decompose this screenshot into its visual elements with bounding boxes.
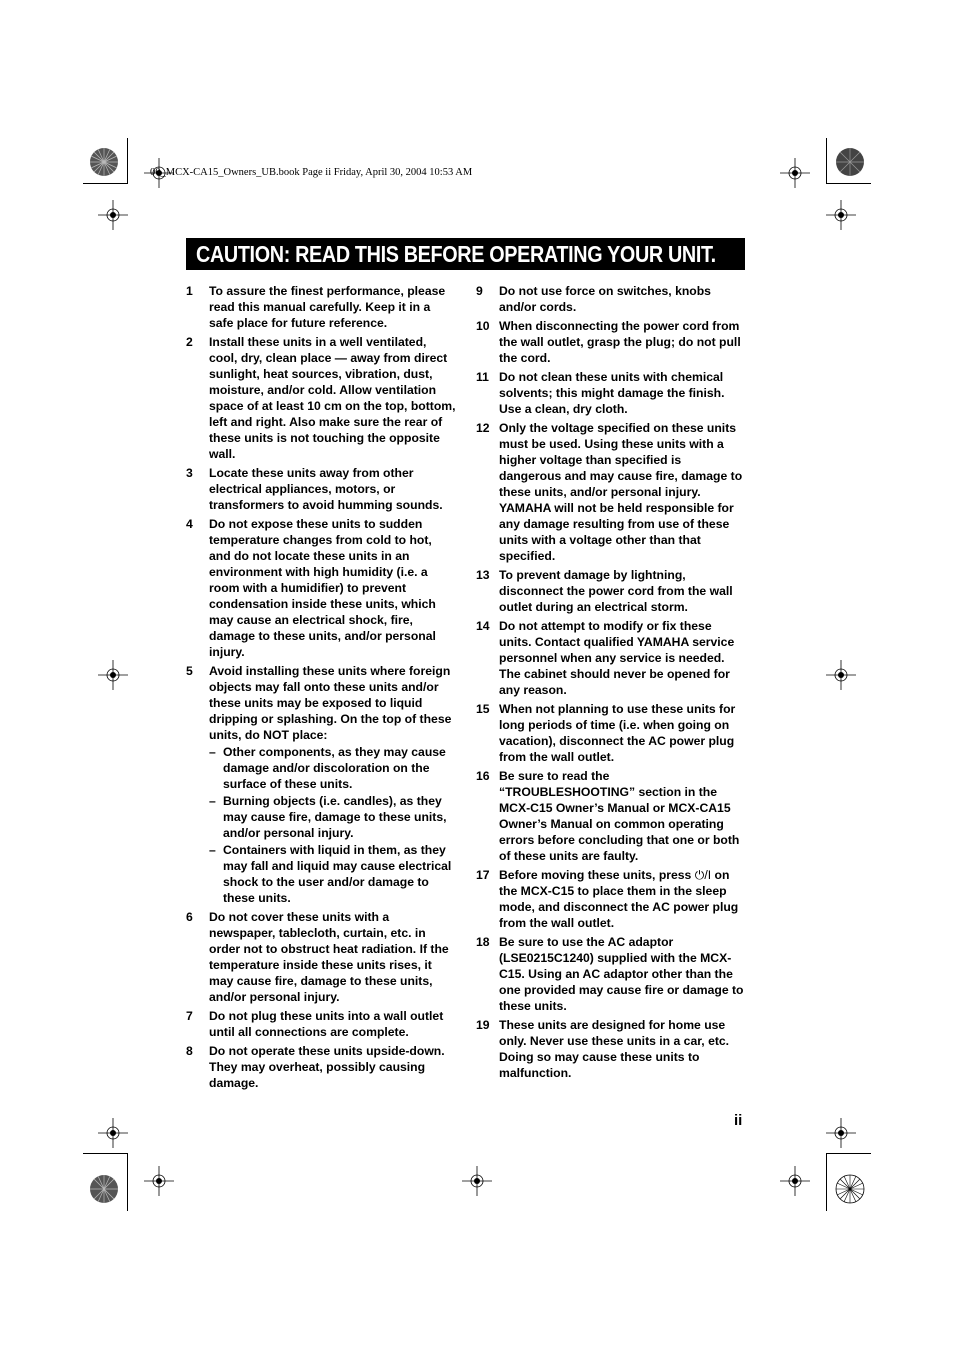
item-text: Do not clean these units with chemical solvents; this might damage the finish. Use a clean, dry cloth. — [499, 370, 725, 416]
item-number: 4 — [186, 517, 193, 531]
caution-item — [186, 283, 456, 331]
caution-item — [476, 934, 746, 1014]
item-number: 18 — [476, 935, 490, 949]
sub-list-item — [209, 744, 456, 792]
crop-line — [826, 1153, 871, 1154]
caution-item — [476, 701, 746, 765]
crop-line — [826, 183, 871, 184]
item-number: 17 — [476, 868, 490, 882]
item-text: Install these units in a well ventilated, cool, dry, clean place — away from direct sunlight, heat sources, vibration, dust, moisture, and/or cold. Allow ventilation space of at least 10 cm on the top, bottom, left and right. Also make sure the rear of these units is not touching the opposite wall. — [209, 335, 456, 461]
caution-item — [476, 369, 746, 417]
page-title: CAUTION: READ THIS BEFORE OPERATING YOUR UNIT. — [196, 240, 716, 267]
item-text: To prevent damage by lightning, disconnect the power cord from the wall outlet during an electrical storm. — [499, 568, 733, 614]
item-text: Be sure to read the “TROUBLESHOOTING” section in the MCX-C15 Owner’s Manual or MCX-CA15 Owner’s Manual on common operating errors before concluding that one or both of these units are faulty. — [499, 769, 740, 863]
caution-item — [476, 618, 746, 698]
crop-line — [826, 138, 827, 184]
caution-title-bar — [186, 238, 745, 270]
sub-list-dash: – — [209, 745, 216, 759]
item-text: Do not use force on switches, knobs and/or cords. — [499, 284, 711, 314]
sub-list-text: Burning objects (i.e. candles), as they may cause fire, damage to these units, and/or personal injury. — [223, 794, 447, 840]
sub-list-item — [209, 842, 456, 906]
crop-line — [127, 138, 128, 184]
registration-mark-icon — [826, 1118, 856, 1148]
registration-mark-icon — [98, 660, 128, 690]
item-number: 14 — [476, 619, 490, 633]
item-text: Do not cover these units with a newspaper, tablecloth, curtain, etc. in order not to obstruct heat radiation. If the temperature inside these units rises, it may cause fire, damage to these units, and/or personal injury. — [209, 910, 449, 1004]
item-number: 5 — [186, 664, 193, 678]
caution-item — [476, 768, 746, 864]
item-number: 13 — [476, 568, 490, 582]
file-header: 00_MCX-CA15_Owners_UB.book Page ii Friday, April 30, 2004 10:53 AM — [150, 167, 473, 178]
item-number: 1 — [186, 284, 193, 298]
item-number: 12 — [476, 421, 490, 435]
caution-item — [476, 318, 746, 366]
item-text: Avoid installing these units where foreign objects may fall onto these units and/or these units may be exposed to liquid dripping or splashing. On the top of these units, do NOT place: — [209, 664, 452, 742]
registration-mark-icon — [462, 1166, 492, 1196]
item-text: Be sure to use the AC adaptor (LSE0215C1240) supplied with the MCX-C15. Using an AC adaptor other than the one provided may cause fire or damage to these units. — [499, 935, 744, 1013]
color-bar-starburst-icon — [834, 1173, 866, 1205]
right-column — [476, 283, 746, 1084]
caution-item — [476, 420, 746, 564]
caution-item — [186, 334, 456, 462]
caution-item — [476, 867, 746, 931]
caution-item — [186, 1008, 456, 1040]
item-number: 2 — [186, 335, 193, 349]
item-number: 7 — [186, 1009, 193, 1023]
item-text: on the MCX-C15 to place them in the sleep mode, and disconnect the AC power plug from the wall outlet. — [499, 868, 739, 930]
crop-line — [83, 183, 128, 184]
caution-item — [186, 465, 456, 513]
registration-mark-icon — [826, 660, 856, 690]
item-number: 19 — [476, 1018, 490, 1032]
item-number: 9 — [476, 284, 483, 298]
caution-item — [186, 516, 456, 660]
caution-item — [186, 663, 456, 906]
item-text: When disconnecting the power cord from the wall outlet, grasp the plug; do not pull the cord. — [499, 319, 741, 365]
item-text: To assure the finest performance, please read this manual carefully. Keep it in a safe place for future reference. — [209, 284, 446, 330]
page-number: ii — [734, 1112, 743, 1129]
crop-line — [826, 1153, 827, 1211]
item-text: These units are designed for home use only. Never use these units in a car, etc. Doing so may cause these units to malfunction. — [499, 1018, 730, 1080]
item-number: 11 — [476, 370, 489, 384]
item-number: 15 — [476, 702, 490, 716]
registration-mark-icon — [144, 1166, 174, 1196]
color-bar-starburst-icon — [834, 146, 866, 178]
item-text: Do not plug these units into a wall outlet until all connections are complete. — [209, 1009, 444, 1039]
color-bar-starburst-icon — [88, 1173, 120, 1205]
caution-item — [186, 909, 456, 1005]
item-number: 10 — [476, 319, 490, 333]
crop-line — [127, 1153, 128, 1211]
item-number: 6 — [186, 910, 193, 924]
item-text: Do not operate these units upside-down. They may overheat, possibly causing damage. — [209, 1044, 445, 1090]
color-bar-starburst-icon — [88, 146, 120, 178]
registration-mark-icon — [826, 200, 856, 230]
registration-mark-icon — [98, 1118, 128, 1148]
caution-item — [186, 1043, 456, 1091]
item-number: 8 — [186, 1044, 193, 1058]
item-text: Locate these units away from other electrical appliances, motors, or transformers to avoid humming sounds. — [209, 466, 443, 512]
sub-list-item — [209, 793, 456, 841]
item-number: 16 — [476, 769, 490, 783]
registration-mark-icon — [780, 1166, 810, 1196]
sub-list-text: Other components, as they may cause damage and/or discoloration on the surface of these units. — [223, 745, 446, 791]
caution-item — [476, 283, 746, 315]
item-text: Before moving these units, press — [499, 868, 692, 882]
left-column — [186, 283, 456, 1094]
sub-list-dash: – — [209, 843, 216, 857]
item-text: Do not attempt to modify or fix these units. Contact qualified YAMAHA service personnel when any service is needed. The cabinet should never be opened for any reason. — [499, 619, 735, 697]
crop-line — [83, 1153, 128, 1154]
item-text: Do not expose these units to sudden temperature changes from cold to hot, and do not locate these units in an environment with high humidity (i.e. a room with a humidifier) to prevent condensation inside these units, which may cause an electrical shock, fire, damage to these units, and/or personal injury. — [209, 517, 436, 659]
caution-item — [476, 567, 746, 615]
standby-power-icon: ⏻/I — [694, 868, 712, 882]
sub-list-text: Containers with liquid in them, as they may fall and liquid may cause electrical shock to the user and/or damage to these units. — [223, 843, 452, 905]
registration-mark-icon — [98, 200, 128, 230]
item-text: When not planning to use these units for long periods of time (i.e. when going on vacation), disconnect the AC power plug from the wall outlet. — [499, 702, 736, 764]
item-number: 3 — [186, 466, 193, 480]
caution-item — [476, 1017, 746, 1081]
sub-list-dash: – — [209, 794, 216, 808]
registration-mark-icon — [780, 158, 810, 188]
item-text: Only the voltage specified on these units must be used. Using these units with a higher voltage than specified is dangerous and may cause fire, damage to these units, and/or personal injury. YAMAHA will not be held responsible for any damage resulting from use of these units with a voltage other than that specified. — [499, 421, 743, 563]
